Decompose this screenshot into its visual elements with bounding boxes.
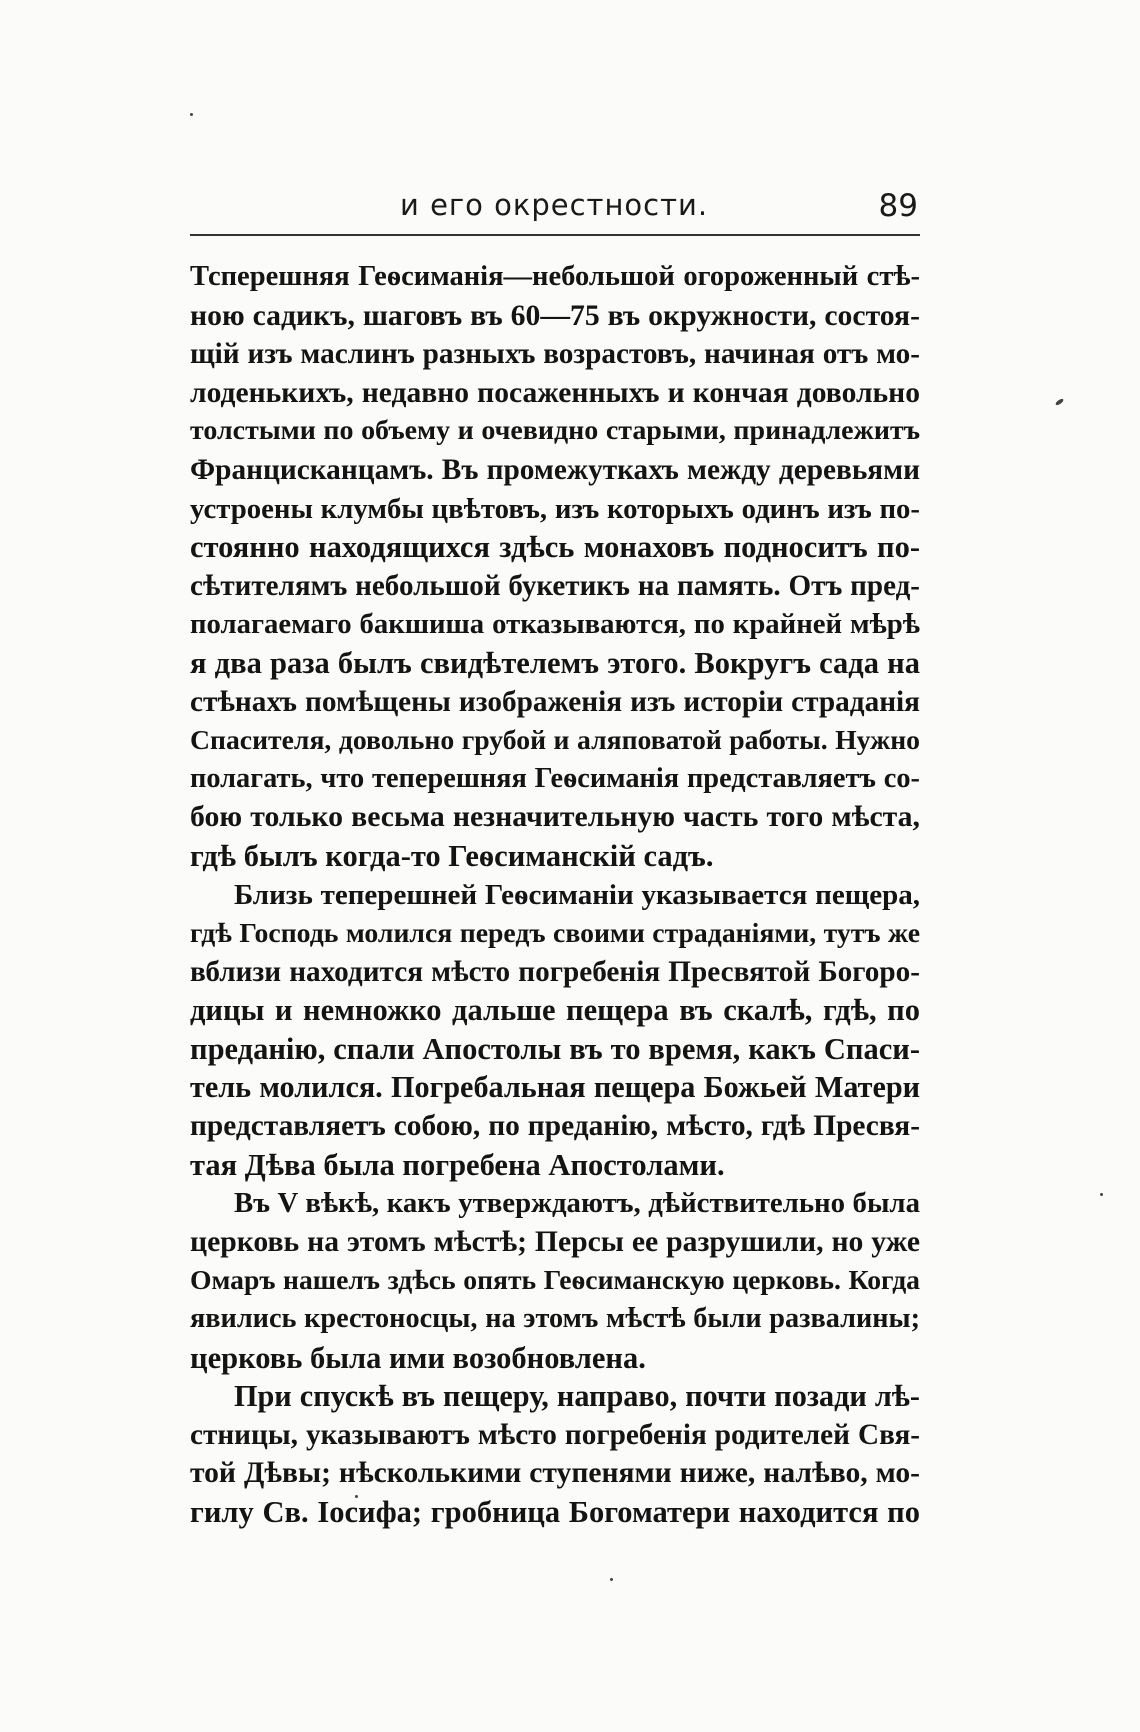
running-header [190,188,920,236]
text-line: Спасителя, довольно грубой и аляповатой работы. Нужно [190,724,920,756]
text-line: Тсперешняя Геѳсиманія—небольшой огороженный стѣ- [190,261,920,292]
text-line: толстыми по объему и очевидно старыми, принадлежитъ [190,415,920,447]
page-speck [1100,1193,1103,1196]
text-line: вблизи находится мѣсто погребенія Пресвятой Богоро- [190,955,920,988]
text-line: сѣтителямъ небольшой букетикъ на память. Отъ пред- [190,569,920,602]
page-speck [610,1578,613,1581]
paragraph [190,1377,920,1531]
text-line: стѣнахъ помѣщены изображенія изъ исторіи страданія [190,685,920,718]
text-line: лоденькихъ, недавно посаженныхъ и кончая довольно [190,376,920,409]
text-line: преданію, спали Апостолы въ то время, какъ Спаси- [190,1031,920,1066]
text-line: явились крестоносцы, на этомъ мѣстѣ были развалины; [190,1303,920,1335]
text-line: стоянно находящихся здѣсь монаховъ подноситъ по- [190,530,920,565]
page-speck [1055,398,1065,406]
text-line: церковь на этомъ мѣстѣ; Персы ее разрушили, но уже [190,1225,920,1258]
text-line: При спускѣ въ пещеру, направо, почти позади лѣ- [234,1379,920,1414]
text-line: той Дѣвы; нѣсколькими ступенями ниже, налѣво, мо- [190,1457,920,1490]
text-line: я два раза былъ свидѣтелемъ этого. Вокругъ сада на [190,645,920,680]
paragraph [190,876,920,1185]
text-line: бою только весьма незначительную часть того мѣста, [190,800,920,834]
page-speck [190,113,193,116]
text-line: полагать, что теперешняя Геѳсиманія представляетъ со- [190,762,920,794]
text-line: гилу Св. Іосифа; гробница Богоматери находится по [190,1495,920,1529]
text-line: тая Дѣва была погребена Апостолами. [190,1147,725,1182]
text-line: ною садикъ, шаговъ въ 60—75 въ окружности, состоя- [190,299,920,332]
text-line: тель молился. Погребальная пещера Божьей Матери [190,1070,920,1105]
text-line: церковь была ими возобновлена. [190,1340,646,1375]
text-line: Омаръ нашелъ здѣсь опять Геѳсиманскую церковь. Когда [190,1264,920,1296]
text-line: дицы и немножко дальше пещера въ скалѣ, гдѣ, по [190,993,920,1028]
text-line: устроены клумбы цвѣтовъ, изъ которыхъ одинъ изъ по- [190,492,920,525]
paragraph [190,1184,920,1377]
text-line: гдѣ былъ когда-то Геѳсиманскій садъ. [190,838,714,873]
text-line: стницы, указываютъ мѣсто погребенія родителей Свя- [190,1418,920,1451]
text-line: полагаемаго бакшиша отказываются, по крайней мѣрѣ [190,608,920,641]
page-number: 89 [878,188,918,224]
running-title: и его окрестности. [400,188,709,222]
paragraph [190,258,920,876]
text-line: представляетъ собою, по преданію, мѣсто, гдѣ Пресвя- [190,1110,920,1143]
text-line: Въ V вѣкѣ, какъ утверждаютъ, дѣйствительно была [234,1187,920,1220]
text-line: Францисканцамъ. Въ промежуткахъ между деревьями [190,453,920,486]
text-line: щій изъ маслинъ разныхъ возрастовъ, начиная отъ мо- [190,338,920,371]
body-text [190,258,920,1532]
text-line: Близь теперешней Геѳсиманіи указывается пещера, [234,878,920,911]
text-line: гдѣ Господь молился передъ своими страданіями, тутъ же [190,917,920,949]
